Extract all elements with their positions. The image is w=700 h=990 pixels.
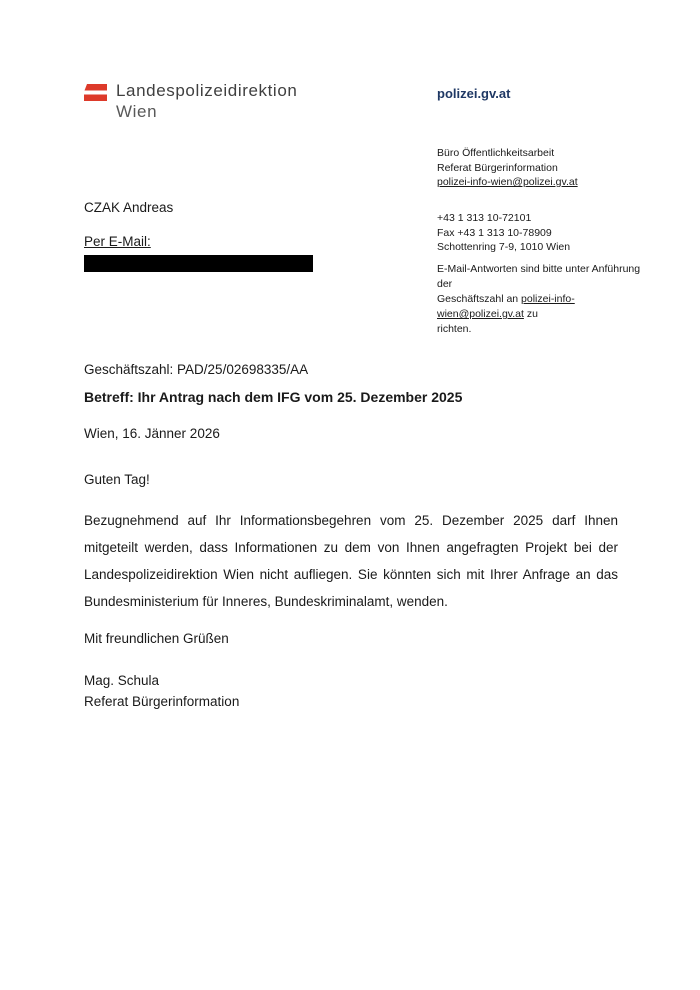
contact-phone-block xyxy=(437,211,652,255)
body-paragraph: Bezugnehmend auf Ihr Informationsbegehren vom 25. Dezember 2025 darf Ihnen mitgeteilt werden, dass Informationen zu dem von Ihnen angefragten Projekt bei der Landespolizeidirektion Wien nicht aufliegen. Sie könnten sich mit Ihrer Anfrage an das Bundesministerium für Inneres, Bundeskriminalamt, wenden. xyxy=(84,513,618,609)
signer-name: Mag. Schula xyxy=(84,673,160,688)
contact-email-link[interactable]: polizei-info-wien@polizei.gv.at xyxy=(437,176,578,188)
contact-address: Schottenring 7-9, 1010 Wien xyxy=(437,241,571,253)
letterhead-logo xyxy=(84,80,297,122)
org-name-block xyxy=(116,80,297,122)
reply-note xyxy=(437,262,645,337)
contact-unit: Referat Bürgerinformation xyxy=(437,161,558,174)
closing-phrase: Mit freundlichen Grüßen xyxy=(84,631,229,646)
reply-note-line1: E-Mail-Antworten sind bitte unter Anführung der xyxy=(437,263,641,290)
contact-phone: +43 1 313 10-72101 xyxy=(437,212,532,224)
reference-number: Geschäftszahl: PAD/25/02698335/AA xyxy=(84,362,309,377)
date-line: Wien, 16. Jänner 2026 xyxy=(84,426,220,441)
recipient-name: CZAK Andreas xyxy=(84,200,174,215)
org-name: Landespolizeidirektion xyxy=(116,81,298,100)
contact-fax: Fax +43 1 313 10-78909 xyxy=(437,226,552,239)
reply-note-line3: richten. xyxy=(437,323,472,335)
delivery-method-label: Per E-Mail: xyxy=(84,234,151,249)
website-label: polizei.gv.at xyxy=(437,86,511,101)
redacted-email-bar xyxy=(84,255,313,272)
austrian-flag-icon xyxy=(84,84,107,107)
reply-note-line2-before: Geschäftszahl an xyxy=(437,293,522,305)
signer-unit: Referat Bürgerinformation xyxy=(84,694,240,709)
org-city: Wien xyxy=(116,102,158,121)
contact-office: Büro Öffentlichkeitsarbeit xyxy=(437,147,555,159)
salutation: Guten Tag! xyxy=(84,472,150,487)
reply-note-line2-after: zu xyxy=(523,308,538,320)
reply-note-email-link[interactable]: polizei-info-wien@polizei.gv.at xyxy=(437,293,575,320)
subject-line: Betreff: Ihr Antrag nach dem IFG vom 25. Dezember 2025 xyxy=(84,389,463,405)
contact-office-block xyxy=(437,146,652,190)
